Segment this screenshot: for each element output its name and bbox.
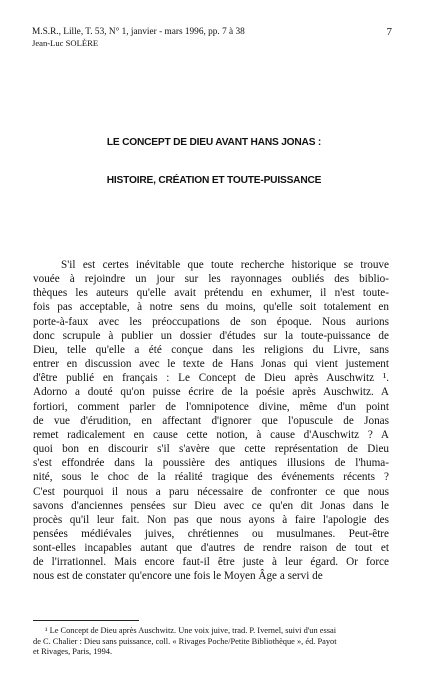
footnote-line: et Rivages, Paris, 1994. <box>33 647 113 657</box>
body-line: Dieu, telle qu'elle a été conçue dans les religions du Livre, sans <box>33 343 389 356</box>
body-line: de l'irrationnel. Mais encore faut-il être juste à leur égard. Or force <box>33 556 389 569</box>
body-line: thèques les auteurs qu'elle avait prétendu en exhumer, il n'est toute- <box>33 287 389 300</box>
body-line: procès qu'il leur fait. Non pas que nous ayons à faire l'apologie des <box>33 513 389 526</box>
body-line: nous est de constater qu'encore une fois le Moyen Âge a servi de <box>33 570 323 583</box>
body-line: savons d'anciennes pensées sur Dieu avec ce qu'en dit Jonas dans le <box>33 499 389 512</box>
body-line: s'est effondrée dans la poussière des antiques illusions de l'huma- <box>33 457 389 470</box>
footnote-line: de C. Chalier : Dieu sans puissance, coll. « Rivages Poche/Petite Bibliothèque », éd. Payot <box>33 636 337 646</box>
body-line: de vue d'érudition, en affectant d'ignorer que l'opuscule de Jonas <box>33 414 389 427</box>
body-line: entrer en discussion avec le texte de Hans Jonas qui vient justement <box>33 358 389 371</box>
body-line: quoi bon en discourir s'il s'avère que cette représentation de Dieu <box>33 443 389 456</box>
body-line: Adorno a douté qu'on puisse écrire de la poésie après Auschwitz. A <box>33 386 389 399</box>
body-line: donc scrupule à publier un dossier d'études sur la toute-puissance de <box>33 329 389 342</box>
footnote-divider <box>33 620 139 621</box>
body-line: vouée à rejoindre un jour sur les rayonnages oubliés des biblio- <box>33 273 389 286</box>
body-line: nité, sous le choc de la réalité tragique des événements récents ? <box>33 471 389 484</box>
footnote <box>33 626 389 658</box>
footnote-line: ¹ Le Concept de Dieu après Auschwitz. Une voix juive, trad. P. Ivernel, suivi d'un essai <box>45 626 337 635</box>
body-line: d'être publié en français : Le Concept de Dieu après Auschwitz ¹. <box>33 372 389 385</box>
body-line: porte-à-faux avec les préoccupations de son époque. Nous aurions <box>33 315 389 328</box>
body-line: C'est pourquoi il nous a paru nécessaire de confronter ce que nous <box>33 485 389 498</box>
author-name: Jean-Luc SOLÈRE <box>32 38 99 48</box>
article-title-line-2: HISTOIRE, CRÉATION ET TOUTE-PUISSANCE <box>106 175 322 186</box>
body-paragraph <box>33 258 389 584</box>
article-title-line-1: LE CONCEPT DE DIEU AVANT HANS JONAS : <box>106 137 322 148</box>
body-line: sont-elles incapables autant que d'autres de rendre raison de tout et <box>33 542 389 555</box>
body-line: pensées médiévales juives, chrétiennes ou musulmanes. Peut-être <box>33 527 389 540</box>
body-line: fois pas acceptable, à notre sens du moins, qu'elle soit totalement en <box>33 301 389 314</box>
body-line: fortiori, comment parler de l'omnipotence divine, même d'un point <box>33 400 389 413</box>
body-line: S'il est certes inévitable que toute recherche historique se trouve <box>61 259 389 271</box>
body-line: remet radicalement en cause cette notion, à cause d'Auschwitz ? A <box>33 428 389 441</box>
page-number: 7 <box>386 26 392 38</box>
journal-citation: M.S.R., Lille, T. 53, N° 1, janvier - mars 1996, pp. 7 à 38 <box>32 27 245 37</box>
